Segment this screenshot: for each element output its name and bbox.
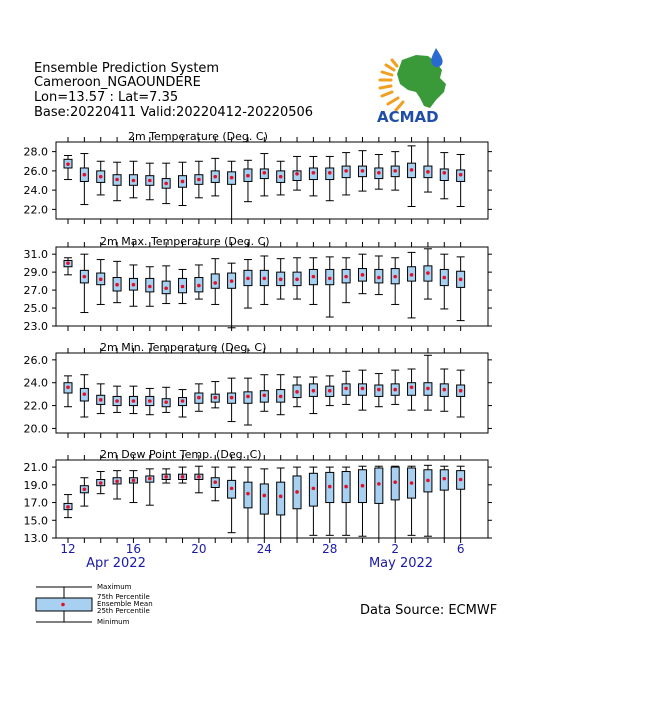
box-day-6	[457, 155, 465, 207]
panel-1	[24, 130, 493, 224]
mean-point	[132, 179, 136, 183]
legend-mean: Ensemble Mean	[97, 600, 153, 608]
mean-point	[279, 495, 283, 499]
mean-point	[83, 173, 87, 177]
box-day-30	[358, 466, 366, 536]
box-day-21	[211, 259, 219, 305]
box-day-1	[375, 155, 383, 190]
box-day-12	[64, 376, 72, 407]
xtick-label: 20	[191, 542, 207, 556]
mean-point	[99, 481, 103, 485]
mean-point	[459, 278, 463, 282]
mean-point	[197, 396, 201, 400]
box-day-17	[146, 469, 154, 505]
mean-point	[115, 283, 119, 287]
box-day-14	[97, 161, 105, 195]
mean-point	[66, 261, 70, 265]
mean-point	[426, 170, 430, 174]
box-day-29	[342, 153, 350, 195]
acmad-logo	[377, 48, 446, 126]
mean-point	[442, 477, 446, 481]
mean-point	[410, 273, 414, 277]
ytick-label: 23.0	[23, 320, 48, 333]
ytick-label: 22.0	[23, 203, 48, 217]
legend-maximum: Maximum	[97, 583, 132, 591]
box-day-2	[391, 466, 399, 538]
box-day-27	[309, 467, 317, 535]
box-day-25	[277, 468, 285, 538]
ytick-label: 28.0	[23, 145, 48, 159]
mean-point	[246, 492, 250, 496]
mean-point	[361, 273, 365, 277]
box-day-15	[113, 386, 121, 412]
box-day-29	[342, 467, 350, 535]
x-axis-labels	[60, 542, 464, 571]
mean-point	[148, 285, 152, 289]
box-day-26	[293, 467, 301, 538]
box-day-25	[277, 259, 285, 299]
panel-title: 2m Dew Point Temp. (Deg. C)	[100, 448, 262, 461]
box-day-16	[129, 471, 137, 503]
mean-point	[442, 276, 446, 280]
mean-point	[132, 399, 136, 403]
mean-point	[312, 171, 316, 175]
mean-point	[410, 481, 414, 485]
box-day-6	[457, 370, 465, 417]
box-day-21	[211, 158, 219, 196]
box-day-30	[358, 254, 366, 294]
mean-point	[410, 168, 414, 172]
mean-point	[377, 276, 381, 280]
panel-frame	[56, 353, 488, 433]
iqr-box	[277, 482, 285, 515]
mean-point	[213, 480, 217, 484]
panel-title: 2m Temperature (Deg. C)	[128, 130, 268, 143]
ytick-label: 31.0	[23, 248, 48, 262]
box-day-24	[260, 469, 268, 538]
mean-point	[295, 172, 299, 176]
box-day-27	[309, 258, 317, 305]
box-day-19	[179, 162, 187, 205]
box-day-20	[195, 466, 203, 493]
data-source: Data Source: ECMWF	[360, 603, 498, 618]
ytick-label: 22.0	[23, 399, 48, 413]
box-day-20	[195, 161, 203, 198]
box-day-26	[293, 156, 301, 190]
water-drop-icon	[431, 48, 442, 67]
box-day-15	[113, 261, 121, 302]
box-day-3	[408, 466, 416, 535]
box-day-15	[113, 471, 121, 499]
mean-point	[99, 175, 103, 179]
ytick-label: 20.0	[23, 422, 48, 436]
panel-2	[24, 235, 493, 333]
box-day-20	[195, 384, 203, 411]
xtick-label: 6	[456, 542, 465, 556]
box-day-19	[179, 269, 187, 303]
mean-point	[66, 385, 70, 389]
mean-point	[328, 389, 332, 393]
mean-point	[132, 283, 136, 287]
mean-point	[230, 176, 234, 180]
box-day-5	[440, 369, 448, 411]
mean-point	[230, 396, 234, 400]
box-day-28	[326, 467, 334, 535]
ytick-label: 21.0	[23, 461, 48, 475]
box-day-22	[228, 467, 236, 533]
mean-point	[377, 482, 381, 486]
mean-point	[164, 475, 168, 479]
mean-point	[246, 174, 250, 178]
box-day-3	[408, 369, 416, 410]
mean-point	[312, 389, 316, 393]
box-day-17	[146, 163, 154, 200]
mean-point	[132, 479, 136, 483]
mean-point	[426, 271, 430, 275]
mean-point	[66, 505, 70, 509]
mean-point	[115, 399, 119, 403]
mean-point	[312, 275, 316, 279]
mean-point	[459, 173, 463, 177]
mean-point	[181, 285, 185, 289]
box-day-23	[244, 160, 252, 201]
mean-point	[83, 392, 87, 396]
ytick-label: 26.0	[23, 353, 48, 367]
mean-point	[197, 284, 201, 288]
mean-point	[426, 479, 430, 483]
header-title: Ensemble Prediction System	[34, 61, 220, 76]
box-day-4	[424, 355, 432, 410]
ytick-label: 25.0	[23, 302, 48, 316]
mean-point	[459, 478, 463, 482]
box-day-22	[228, 378, 236, 421]
ytick-label: 13.0	[23, 532, 48, 545]
box-day-24	[260, 375, 268, 412]
xtick-label: 24	[256, 542, 272, 556]
panel-title: 2m Min. Temperature (Deg. C)	[100, 341, 267, 354]
mean-point	[115, 178, 119, 182]
box-day-25	[277, 161, 285, 195]
box-day-27	[309, 377, 317, 414]
mean-point	[263, 277, 267, 281]
box-day-2	[391, 370, 399, 404]
box-day-2	[391, 258, 399, 305]
legend	[36, 583, 153, 626]
mean-point	[213, 281, 217, 285]
box-day-25	[277, 375, 285, 415]
panel-3	[24, 341, 493, 438]
box-day-19	[179, 390, 187, 417]
mean-point	[279, 278, 283, 282]
box-day-18	[162, 163, 170, 203]
mean-point	[164, 286, 168, 290]
mean-point	[263, 393, 267, 397]
header-base-valid: Base:20220411 Valid:20220412-20220506	[34, 105, 314, 120]
box-day-30	[358, 370, 366, 410]
box-day-17	[146, 267, 154, 307]
mean-point	[344, 275, 348, 279]
xtick-label: 16	[125, 542, 142, 556]
ytick-label: 24.0	[23, 376, 48, 390]
box-day-6	[457, 257, 465, 321]
mean-point	[230, 279, 234, 283]
mean-point	[66, 162, 70, 166]
box-day-4	[424, 249, 432, 299]
mean-point	[115, 479, 119, 483]
mean-point	[181, 180, 185, 184]
header-station: Cameroon_NGAOUNDERE	[34, 75, 201, 90]
mean-point	[279, 175, 283, 179]
mean-point	[361, 484, 365, 488]
acmad-logo-text: ACMAD	[377, 108, 439, 126]
box-day-3	[408, 146, 416, 207]
mean-point	[197, 475, 201, 479]
box-day-5	[440, 153, 448, 199]
box-day-24	[260, 256, 268, 304]
month-label-apr: Apr 2022	[86, 556, 146, 571]
panel-title: 2m Max. Temperature (Deg. C)	[100, 235, 270, 248]
box-day-4	[424, 142, 432, 192]
box-day-23	[244, 378, 252, 425]
box-day-23	[244, 260, 252, 308]
mean-point	[230, 487, 234, 491]
box-day-14	[97, 472, 105, 494]
iqr-box	[440, 169, 448, 181]
box-day-28	[326, 156, 334, 200]
box-day-16	[129, 265, 137, 306]
mean-point	[328, 277, 332, 281]
mean-point	[344, 169, 348, 173]
box-day-1	[375, 256, 383, 295]
ytick-label: 15.0	[23, 514, 48, 528]
box-day-5	[440, 466, 448, 538]
box-day-18	[162, 387, 170, 412]
box-day-16	[129, 161, 137, 198]
mean-point	[181, 475, 185, 479]
box-day-21	[211, 382, 219, 408]
box-day-3	[408, 252, 416, 318]
box-day-28	[326, 257, 334, 317]
mean-point	[328, 485, 332, 489]
mean-point	[295, 278, 299, 282]
box-day-26	[293, 258, 301, 299]
mean-point	[377, 171, 381, 175]
box-day-17	[146, 388, 154, 414]
mean-point	[164, 182, 168, 186]
box-day-5	[440, 254, 448, 309]
box-day-6	[457, 466, 465, 538]
box-day-23	[244, 467, 252, 538]
panel-4	[24, 448, 493, 545]
mean-point	[344, 485, 348, 489]
month-label-may: May 2022	[368, 556, 434, 571]
mean-point	[181, 399, 185, 403]
mean-point	[279, 395, 283, 399]
chart-panels	[24, 130, 493, 571]
ytick-label: 19.0	[23, 478, 48, 492]
mean-point	[426, 387, 430, 391]
mean-point	[361, 387, 365, 391]
box-day-13	[80, 478, 88, 506]
box-day-22	[228, 161, 236, 219]
ytick-label: 29.0	[23, 266, 48, 280]
box-day-12	[64, 258, 72, 275]
box-day-29	[342, 258, 350, 303]
box-day-19	[179, 467, 187, 483]
box-day-18	[162, 469, 170, 483]
mean-point	[164, 400, 168, 404]
mean-point	[328, 171, 332, 175]
mean-point	[459, 389, 463, 393]
box-day-14	[97, 260, 105, 305]
mean-point	[393, 169, 397, 173]
mean-point	[213, 175, 217, 179]
mean-point	[393, 480, 397, 484]
mean-point	[148, 399, 152, 403]
mean-point	[393, 275, 397, 279]
box-day-20	[195, 265, 203, 299]
mean-point	[410, 385, 414, 389]
box-day-16	[129, 386, 137, 413]
ytick-label: 26.0	[23, 164, 48, 178]
mean-point	[246, 277, 250, 281]
mean-point	[393, 388, 397, 392]
box-day-21	[211, 467, 219, 501]
legend-p75: 75th Percentile	[97, 593, 150, 601]
mean-point	[148, 477, 152, 481]
box-day-15	[113, 162, 121, 201]
xtick-label: 28	[322, 542, 338, 556]
box-day-2	[391, 152, 399, 191]
box-day-30	[358, 151, 366, 191]
ytick-label: 24.0	[23, 184, 48, 198]
box-day-13	[80, 154, 88, 205]
mean-point	[377, 388, 381, 392]
xtick-label: 2	[391, 542, 400, 556]
box-day-13	[80, 375, 88, 417]
xtick-label: 12	[60, 542, 76, 556]
mean-point	[83, 275, 87, 279]
ytick-label: 17.0	[23, 496, 48, 510]
mean-point	[83, 487, 87, 491]
mean-point	[99, 278, 103, 282]
mean-point	[442, 388, 446, 392]
mean-point	[263, 171, 267, 175]
legend-minimum: Minimum	[97, 618, 130, 626]
ytick-label: 27.0	[23, 284, 48, 298]
box-day-18	[162, 266, 170, 304]
box-day-22	[228, 263, 236, 328]
box-day-14	[97, 384, 105, 414]
iqr-box	[260, 484, 268, 514]
mean-point	[99, 398, 103, 402]
mean-point	[213, 396, 217, 400]
mean-point	[344, 387, 348, 391]
mean-point	[148, 179, 152, 183]
header-coords: Lon=13.57 : Lat=7.35	[34, 90, 179, 105]
box-day-29	[342, 371, 350, 404]
mean-point	[361, 169, 365, 173]
box-day-4	[424, 465, 432, 536]
box-day-24	[260, 154, 268, 196]
legend-p25: 25th Percentile	[97, 607, 150, 615]
mean-point	[246, 395, 250, 399]
box-day-28	[326, 376, 334, 406]
mean-point	[442, 171, 446, 175]
box-day-1	[375, 374, 383, 407]
mean-point	[312, 487, 316, 491]
box-day-12	[64, 495, 72, 518]
mean-point	[197, 178, 201, 182]
mean-point	[295, 490, 299, 494]
box-day-26	[293, 377, 301, 407]
mean-point	[263, 494, 267, 498]
box-day-12	[64, 155, 72, 179]
box-day-1	[375, 466, 383, 538]
box-day-13	[80, 254, 88, 312]
mean-point	[295, 390, 299, 394]
box-day-27	[309, 156, 317, 195]
